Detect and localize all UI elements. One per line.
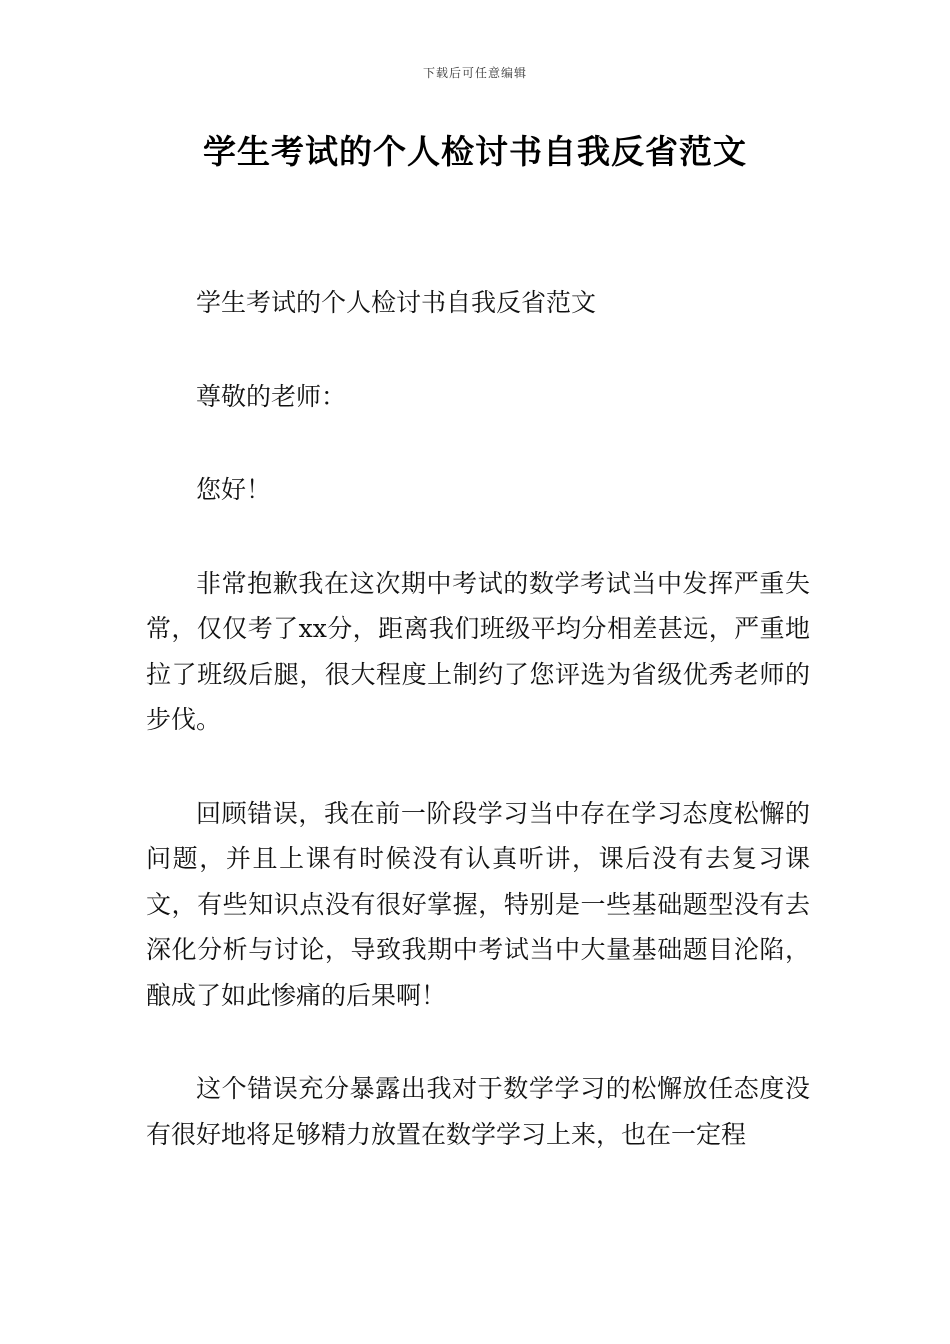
header-note: 下载后可任意编辑 [422, 66, 527, 80]
body-paragraph-reflection: 这个错误充分暴露出我对于数学学习的松懈放任态度没有很好地将足够精力放置在数学学习上来，也在一定程 [146, 1074, 810, 1149]
body-paragraph-review: 回顾错误，我在前一阶段学习当中存在学习态度松懈的问题，并且上课有时候没有认真听讲，课后没有去复习课文，有些知识点没有很好掌握，特别是一些基础题型没有去深化分析与讨论，导致我期中考试当中大量基础题目沦陷，酿成了如此惨痛的后果啊！ [146, 798, 810, 1010]
document-body [146, 280, 810, 1157]
subtitle-paragraph: 学生考试的个人检讨书自我反省范文 [196, 288, 597, 317]
document-title: 学生考试的个人检讨书自我反省范文 [203, 132, 747, 171]
salutation-paragraph: 尊敬的老师： [196, 381, 347, 411]
greeting-paragraph: 您好！ [196, 475, 272, 504]
body-paragraph-apology: 非常抱歉我在这次期中考试的数学考试当中发挥严重失常，仅仅考了xx分，距离我们班级平均分相差甚远，严重地拉了班级后腿，很大程度上制约了您评选为省级优秀老师的步伐。 [146, 568, 810, 734]
